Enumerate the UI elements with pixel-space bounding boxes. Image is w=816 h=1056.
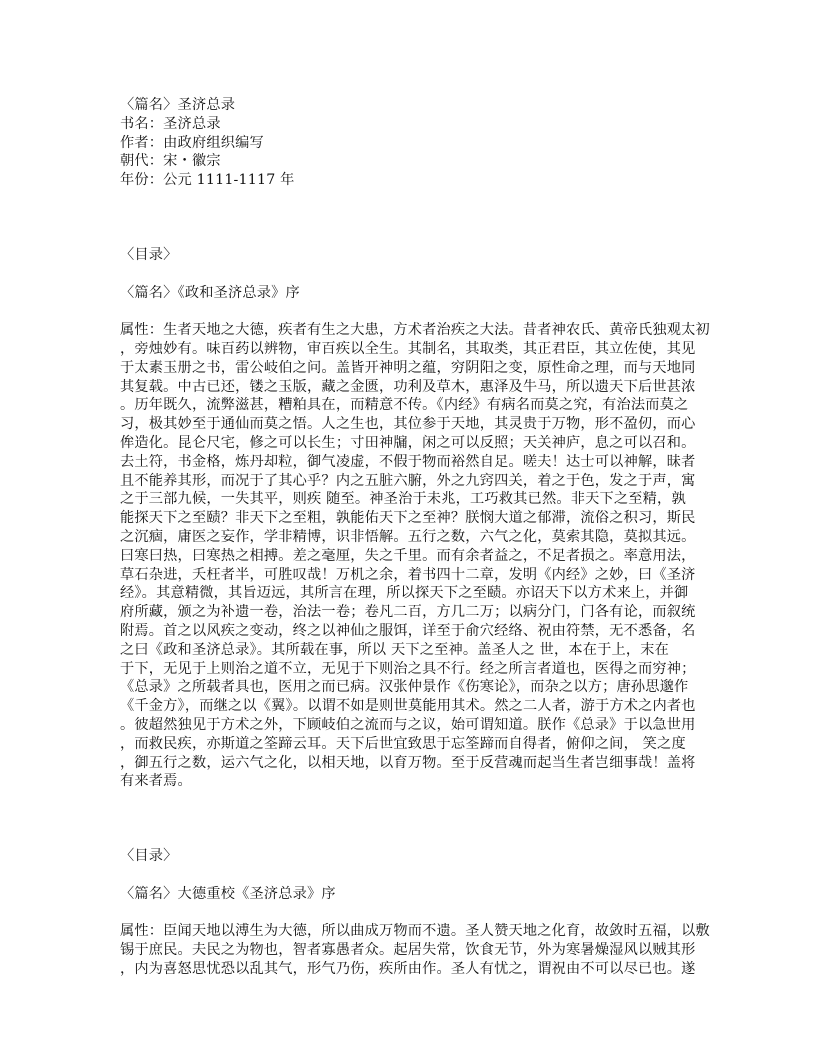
- toc-label: 〈目录〉: [120, 848, 178, 865]
- body-line: 《千金方》，而继之以《翼》。以谓不如是则世莫能用其术。然之二人者，游于方术之内者也: [120, 698, 696, 715]
- body-line: 。历年既久，流弊滋甚，糟粕具在，而精意不传。《内经》有病名而莫之究，有治法而莫之: [120, 397, 689, 414]
- body-line: 属性：生者天地之大德，疾者有生之大患，方术者治疾之大法。昔者神农氏、黄帝氏独观太初: [120, 322, 710, 339]
- body-line: ，内为喜怒思忧恐以乱其气，形气乃伤，疾所由作。圣人有忧之，谓祝由不可以尽已也。遂: [120, 960, 696, 977]
- year: 年份：公元 1111-1117 年: [120, 172, 295, 189]
- body-line: 锡于庶民。夫民之为物也，智者寡愚者众。起居失常，饮食无节，外为寒暑燥湿风以贼其形: [120, 942, 696, 959]
- body-line: ，旁烛妙有。味百药以辨物，审百疾以全生。其制名，其取类，其正君臣，其立佐使，其见: [120, 340, 696, 357]
- document-page: [120, 96, 710, 979]
- body-line: 于太素玉册之书，雷公岐伯之问。盖皆开神明之蕴，穷阴阳之变，原性命之理，而与天地同: [120, 359, 696, 376]
- header-title: 〈篇名〉圣济总录: [120, 97, 236, 113]
- body-line: 有来者焉。: [120, 773, 192, 790]
- section-preface-zhenghe: [120, 246, 710, 791]
- dynasty: 朝代：宋・徽宗: [120, 153, 221, 170]
- body-line: 之于三部九候，一失其平，则疾 随至。神圣治于未兆，工巧救其已然。非天下之至精，孰: [120, 491, 686, 508]
- body-line: 草石杂进，夭枉者半，可胜叹哉！万机之余，着书四十二章，发明《内经》之妙，曰《圣济: [120, 566, 696, 583]
- body-line: 《总录》之所载者具也，医用之而已病。汉张仲景作《伤寒论》，而杂之以方；唐孙思邈作: [120, 679, 689, 696]
- section-body: [120, 922, 710, 978]
- body-line: 且不能养其形，而况于了其心乎？内之五脏六腑，外之九窍四关，着之于色，发之于声，寓: [120, 472, 696, 489]
- body-line: 府所藏，颁之为补遗一卷，治法一卷；卷凡二百，方几二万；以病分门，门各有论，而叙统: [120, 604, 696, 621]
- body-line: 于下，无见于上则治之道不立，无见于下则治之具不行。经之所言者道也，医得之而穷神；: [120, 660, 696, 677]
- body-line: 属性：臣闻天地以溥生为大德，所以曲成万物而不遗。圣人赞天地之化育，故敛时五福，以敷: [120, 923, 710, 940]
- body-line: 经》。其意精微，其旨迈远，其所言在理，所以探天下之至赜。亦诏天下以方术来上，并御: [120, 585, 689, 602]
- body-line: 。彼超然独见于方术之外，下顾岐伯之流而与之议，始可谓知道。朕作《总录》于以急世用: [120, 716, 696, 733]
- book-header: [120, 96, 700, 190]
- body-line: ，御五行之数，运六气之化，以相天地，以育万物。至于反营魂而起当生者岂细事哉！盖将: [120, 754, 696, 771]
- section-title: 〈篇名〉《政和圣济总录》序: [120, 284, 300, 301]
- body-line: 侔造化。昆仑尺宅，修之可以长生；寸田神牖，闲之可以反照；天关神庐，息之可以召和。: [120, 434, 696, 451]
- body-line: 能探天下之至赜？非天下之至粗，孰能佑天下之至神？朕悯大道之郁滞，流俗之积习，斯民: [120, 510, 696, 527]
- body-line: 之曰《政和圣济总录》。其所载在事，所以 天下之至神。盖圣人之 世，本在于上，末在: [120, 641, 670, 658]
- body-line: ，而救民疾，亦斯道之筌蹄云耳。天下后世宜致思于忘筌蹄而自得者，俯仰之间， 笑之度: [120, 735, 686, 752]
- body-line: 之沉痼，庸医之妄作，学非精博，识非悟解。五行之数，六气之化，莫索其隐，莫拟其远。: [120, 528, 696, 545]
- body-line: 去土符，书金格，炼丹却粒，御气凌虚，不假于物而裕然自足。嗟夫！达士可以神解，昧者: [120, 453, 696, 470]
- section-preface-dade: [120, 847, 710, 979]
- body-line: 其复载。中古已还，镂之玉版，藏之金匮，功利及草木，惠泽及牛马，所以遗天下后世甚浓: [120, 378, 696, 395]
- body-line: 附焉。首之以风疾之变动，终之以神仙之服饵，详至于俞穴经络、祝由符禁，无不悉备，名: [120, 622, 696, 639]
- book-name: 书名：圣济总录: [120, 115, 221, 132]
- section-title: 〈篇名〉大德重校《圣济总录》序: [120, 885, 336, 902]
- body-line: 习，极其妙至于通仙而莫之悟。人之生也，其位参于天地，其灵贵于万物，形不盈仞，而心: [120, 416, 696, 433]
- toc-label: 〈目录〉: [120, 246, 178, 263]
- body-line: 曰寒曰热，曰寒热之相搏。差之毫厘，失之千里。而有余者益之，不足者损之。率意用法，: [120, 547, 696, 564]
- section-body: [120, 321, 710, 791]
- author: 作者：由政府组织编写: [120, 134, 264, 151]
